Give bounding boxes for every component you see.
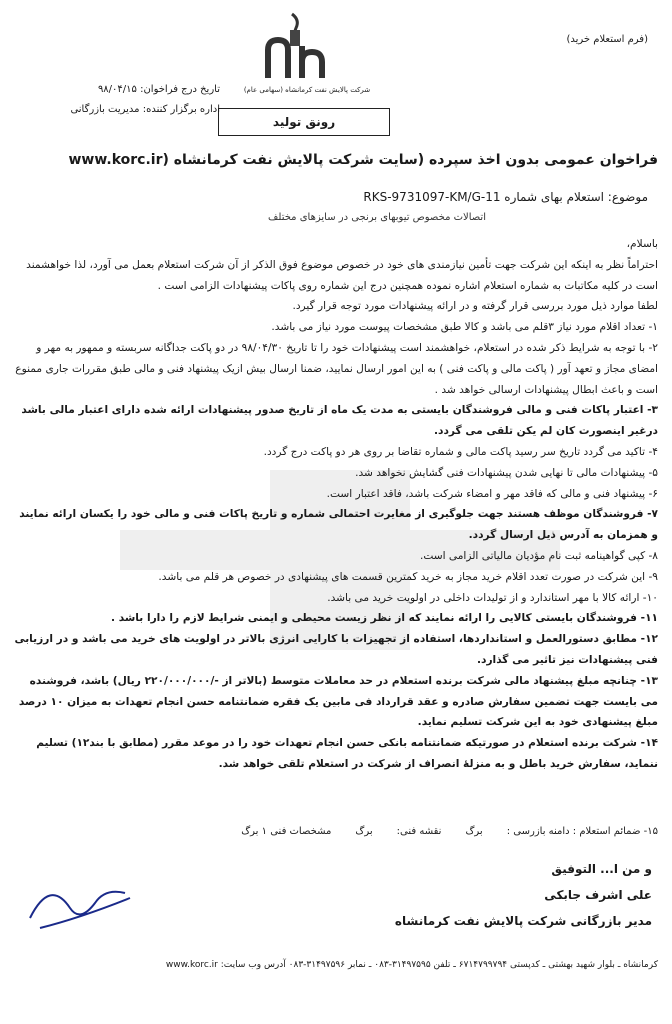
paragraph: ۲- با توجه به شرایط ذکر شده در استعلام، خواهشمند است پیشنهادات خود را تا تاریخ ۹۸/۰۴/۳۰ در دو پاکت جداگانه سربسته و ممهور به مهر و امضای مجاز و تعهد آور ( پاکت مالی و پاکت فنی ) به این امور ارسال نمایید، ضمنا ارسال بیش ازیک پیشنهاد فنی و مالی طبق مقررات جاری ممنوع است و باعث ابطال پیشنهادات ارسالی خواهد شد . [15,341,658,396]
drawing-label: نقشه فنی: [396,826,442,837]
footer-address: کرمانشاه ـ بلوار شهید بهشتی ـ کدپستی ۶۷۱۴۷۹۹۷۹۴ ـ تلفن ۳۱۴۹۷۵۹۵-۰۸۳ ـ نمابر ۳۱۴۹۷۵۹۶-۰۸۳ آدرس وب سایت: www.korc.ir [165,960,658,970]
paragraph: ۷- فروشندگان موظف هستند جهت جلوگیری از مغایرت احتمالی شماره و تاریخ پاکات فنی و مالی خود را یکسان ارائه نمایند و همزمان به آدرس ذیل ارسال گردد. [19,508,658,542]
form-type: (فرم استعلام خرید) [566,34,648,45]
paragraph: ۱۱- فروشندگان بایستی کالایی را ارائه نمایند که از نظر زیست محیطی و ایمنی شرایط لازم را دارا باشد . [111,612,658,625]
paragraph: ۶- پیشنهاد فنی و مالی که فاقد مهر و امضاء شرکت باشد، فاقد اعتبار است. [326,487,658,500]
attachments-label: ۱۵- ضمائم استعلام : دامنه بازرسی : [506,826,658,837]
company-logo [262,10,334,82]
header-info [20,80,220,120]
paragraph: لطفا موارد ذیل مورد بررسی قرار گرفته و در ارائه پیشنهادات مورد توجه قرار گیرد. [292,300,658,313]
subject: موضوع: استعلام بهای شماره RKS-9731097-KM/G-11 [363,190,648,204]
paragraph: ۱۰- ارائه کالا با مهر استاندارد و از تولیدات داخلی در اولویت خرید می باشد. [327,591,658,604]
paragraph: ۱۲- مطابق دستورالعمل و استانداردها، استفاده از تجهیزات با کارایی انرژی بالاتر در اولویت های خرید می باشد و در ارزیابی فنی پیشنهادات نیز تاثیر می گذارد. [14,633,658,666]
department-line: اداره برگزار کننده: مدیریت بازرگانی [70,104,220,115]
attachments-line [12,826,658,837]
handwritten-signature [20,868,140,938]
specs-label: مشخصات فنی ۱ برگ [241,826,332,837]
closing-line: و من ا... التوفیق [551,862,652,876]
paragraph: ۵- پیشنهادات مالی تا نهایی شدن پیشنهادات فنی گشایش نخواهد شد. [355,466,658,479]
paragraph-list [12,255,658,775]
paragraph: احتراماً نظر به اینکه این شرکت جهت تأمین نیازمندی های خود در خصوص موضوع فوق الذکر از آن شرکت استعلام بعمل می آورد، لذا خواهشمند است در کلیه مکاتبات به شماره استعلام اشاره نموده همچنین درج این شماره روی پاکات پیشنهادات الزامی است . [26,258,658,292]
copy-stamp: رونق تولید [218,108,390,136]
signer-name: علی اشرف جابکی [544,888,652,902]
headline: فراخوان عمومی بدون اخذ سپرده (سایت شرکت پالایش نفت کرمانشاه (www.korc.ir [68,152,658,168]
subject-detail: اتصالات مخصوص تیوبهای برنجی در سایزهای مختلف [268,212,486,223]
date-line: تاریخ درج فراخوان: ۹۸/۰۴/۱۵ [97,84,220,95]
paragraph: ۱۴- شرکت برنده استعلام در صورتیکه ضمانتنامه بانکی حسن انجام تعهدات خود را در موعد مقرر (مطابق با بند۱۲) تسلیم ننماید، سفارش خرید باطل و به منزلهٔ انصراف از شرکت در استعلام تلقی خواهد شد. [36,737,658,770]
paragraph: ۳- اعتبار پاکات فنی و مالی فروشندگان بایستی به مدت یک ماه از تاریخ صدور پیشنهادات ارائه شده دارای اعتبار مالی باشد درغیر اینصورت کان لم یکن تلقی می گردد. [21,404,658,438]
greeting: باسلام، [626,238,658,250]
drawing-pages: برگ [355,826,373,837]
paragraph: ۱۳- چنانچه مبلغ پیشنهاد مالی شرکت برنده استعلام در حد معاملات متوسط (بالاتر از -/۲۲۰/۰۰۰/۰۰۰ ریال) باشد، فروشنده می بایست جهت تضمین سفارش صادره و عقد قرارداد فی مابین یک فقره ضمانتنامه حسن انجام تعهدات به میزان ۱۰ درصد مبلغ پیشنهادی خود به این شرکت تسلیم نماید. [18,674,658,729]
paragraph: ۹- این شرکت در صورت تعدد اقلام خرید مجاز به خرید کمترین قسمت های پیشنهادی در خصوص هر قلم می باشد. [158,570,658,583]
inspection-pages: برگ [465,826,483,837]
closing-block [352,856,652,934]
paragraph: ۴- تاکید می گردد تاریخ سر رسید پاکت مالی و شماره تقاضا بر روی هر دو پاکت درج گردد. [263,445,658,458]
letter-body [12,234,658,775]
logo-caption: شرکت پالایش نفت کرمانشاه (سهامی عام) [243,86,371,94]
paragraph: ۱- تعداد اقلام مورد نیاز ۳قلم می باشد و کالا طبق مشخصات پیوست مورد نیاز می باشد. [271,321,658,334]
signer-title: مدیر بازرگانی شرکت پالایش نفت کرمانشاه [394,914,652,928]
paragraph: ۸- کپی گواهینامه ثبت نام مؤدیان مالیاتی الزامی است. [419,549,658,562]
